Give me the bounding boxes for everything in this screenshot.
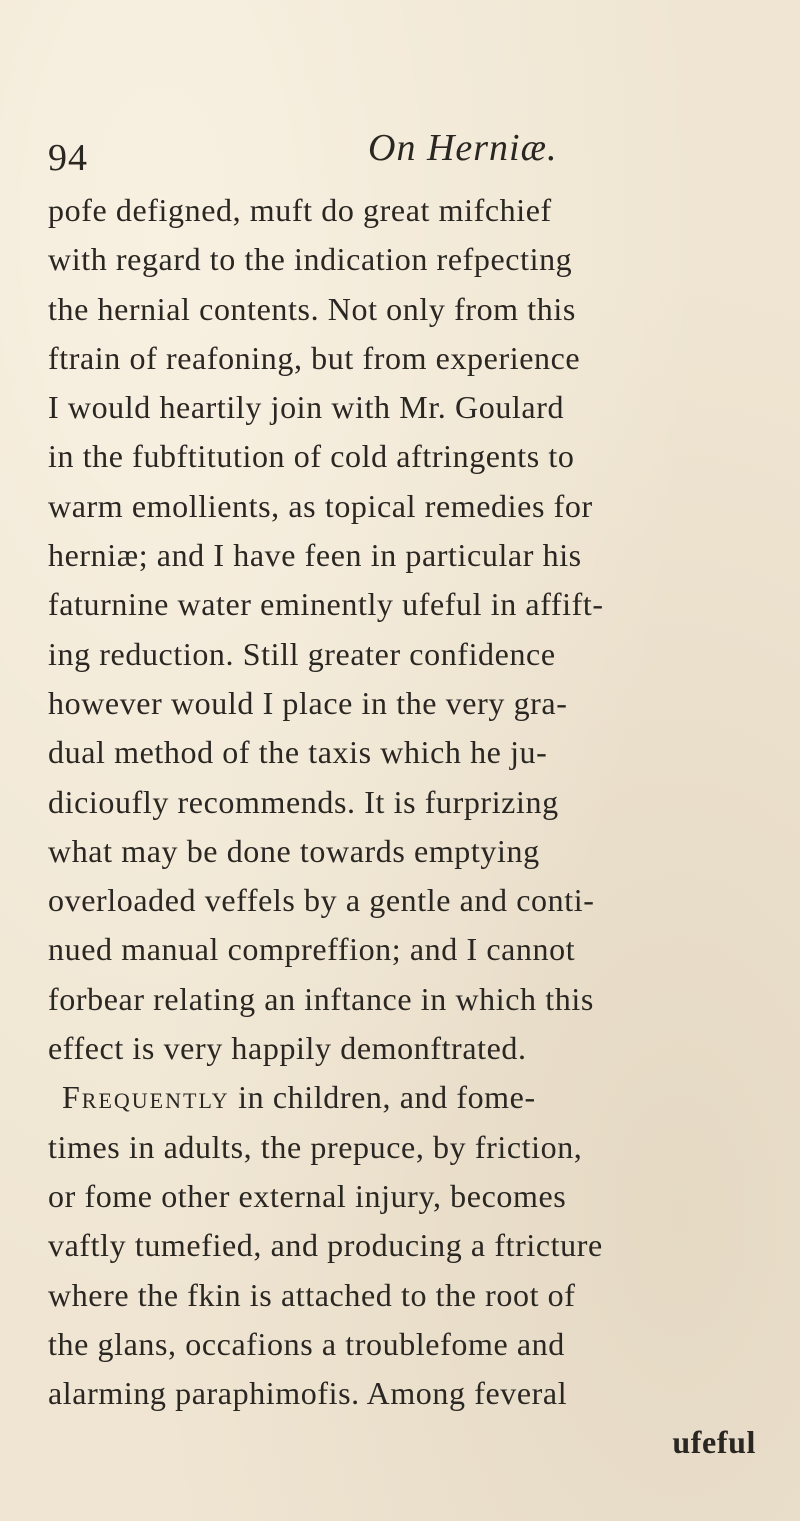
text-line: in the fubftitution of cold aftringents to	[48, 438, 575, 475]
text-line: faturnine water eminently ufeful in affift-	[48, 586, 604, 623]
text-line: dicioufly recommends. It is furprizing	[48, 783, 559, 820]
text-line: effect is very happily demonftrated.	[48, 1030, 527, 1067]
text-line: with regard to the indication refpecting	[48, 241, 573, 278]
page-header	[48, 122, 768, 182]
text-line: I would heartily join with Mr. Goulard	[48, 389, 565, 426]
text-line: or fome other external injury, becomes	[48, 1177, 567, 1214]
text-line: dual method of the taxis which he ju-	[48, 734, 548, 771]
text-line: forbear relating an inftance in which this	[48, 980, 594, 1017]
text-line: vaftly tumefied, and producing a ftricture	[48, 1227, 603, 1264]
text-line: what may be done towards emptying	[48, 832, 540, 869]
paragraph-opening-line	[48, 1073, 768, 1122]
body-text	[48, 186, 768, 1468]
text-line: overloaded veffels by a gentle and conti-	[48, 882, 595, 919]
text-line: warm emollients, as topical remedies for	[48, 487, 593, 524]
paragraph-lead-word: Frequently	[62, 1079, 230, 1116]
text-line: the hernial contents. Not only from this	[48, 290, 576, 327]
paragraph-lead-rest: in children, and fome-	[229, 1079, 536, 1116]
running-head: On Herniæ.	[368, 127, 558, 169]
text-line: ftrain of reafoning, but from experience	[48, 339, 581, 376]
text-line: however would I place in the very gra-	[48, 684, 568, 721]
text-line: the glans, occafions a troublefome and	[48, 1325, 565, 1362]
text-line: alarming paraphimofis. Among feveral	[48, 1375, 568, 1412]
text-line: times in adults, the prepuce, by friction,	[48, 1128, 583, 1165]
catchword: ufeful	[672, 1424, 756, 1461]
page-number: 94	[48, 137, 88, 179]
text-line: where the fkin is attached to the root of	[48, 1276, 576, 1313]
text-line: ing reduction. Still greater confidence	[48, 635, 556, 672]
text-line: herniæ; and I have feen in particular his	[48, 537, 582, 574]
text-line: pofe defigned, muft do great mifchief	[48, 192, 552, 228]
text-line: nued manual compreffion; and I cannot	[48, 931, 576, 968]
